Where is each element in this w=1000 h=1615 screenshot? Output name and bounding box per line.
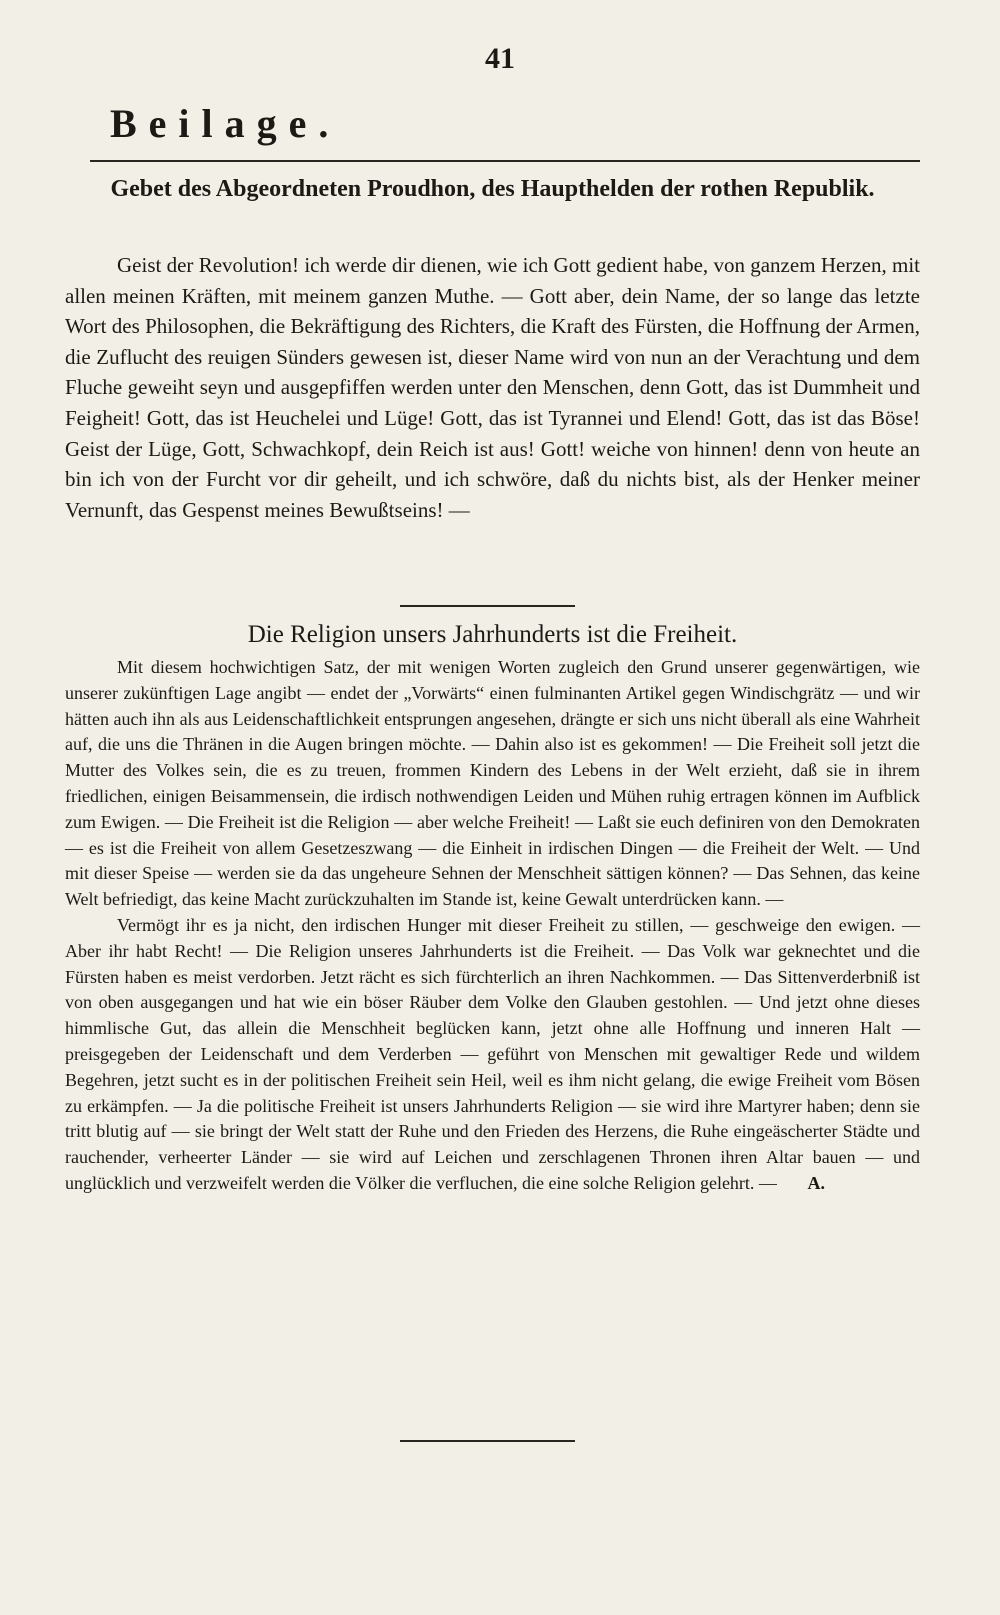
article2-body bbox=[65, 655, 920, 1197]
end-rule bbox=[400, 1440, 575, 1442]
article2-signature: A. bbox=[807, 1172, 825, 1193]
article2-paragraph-2-text: Vermögt ihr es ja nicht, den irdischen Hunger mit dieser Freiheit zu stillen, — geschweige den ewigen. — Aber ihr habt Recht! — Die Religion unseres Jahrhunderts ist die Freiheit. — Das Volk war geknechtet und die Fürsten haben es meist verdorben. Jetzt rächt es sich fürchterlich an ihren Nachkommen. — Das Sittenverderbniß ist von oben ausgegangen und hat wie ein böser Räuber dem Volke den Glauben gestohlen. — Und jetzt ohne dieses himmlische Gut, das allein die Menschheit beglücken kann, jetzt ohne alle Hoffnung und inneren Halt — preisgegeben der Leidenschaft und dem Verderben — geführt von Menschen mit gewaltiger Rede und wildem Begehren, jetzt sucht es in der politischen Freiheit sein Heil, weil es ihm nicht gelang, die ewige Freiheit vom Bösen zu erkämpfen. — Ja die politische Freiheit ist unsers Jahrhunderts Religion — sie wird ihre Martyrer haben; denn sie tritt blutig auf — sie bringt der Welt statt der Ruhe und den Frieden des Herzens, die Ruhe eingeäscherter Städte und rauchender, verheerter Länder — sie wird auf Leichen und zerschlagenen Thronen ihren Altar bauen — und unglücklich und verzweifelt werden die Völker die verfluchen, die eine solche Religion gelehrt. — bbox=[65, 914, 920, 1193]
page-number: 41 bbox=[485, 42, 515, 75]
header-rule bbox=[90, 160, 920, 162]
article1-title: Gebet des Abgeordneten Proudhon, des Haupthelden der rothen Republik. bbox=[110, 176, 875, 202]
section-title: Beilage. bbox=[110, 101, 341, 146]
section-divider bbox=[400, 605, 575, 607]
article1-text: Geist der Revolution! ich werde dir dienen, wie ich Gott gedient habe, von ganzem Herzen, mit allen meinen Kräften, mit meinem ganzen Muthe. — Gott aber, dein Name, der so lange das letzte Wort des Philosophen, die Bekräftigung des Richters, die Kraft des Fürsten, die Hoffnung der Armen, die Zuflucht des reuigen Sünders gewesen ist, dieser Name wird von nun an der Verachtung und dem Fluche geweiht seyn und ausgepfiffen werden unter den Menschen, denn Gott, das ist Dummheit und Feigheit! Gott, das ist Heuchelei und Lüge! Gott, das ist Tyrannei und Elend! Gott, das ist das Böse! Geist der Lüge, Gott, Schwachkopf, dein Reich ist aus! Gott! weiche von hinnen! denn von heute an bin ich von der Furcht vor dir geheilt, und ich schwöre, daß du nichts bist, als der Henker meiner Vernunft, das Gespenst meines Bewußtseins! — bbox=[65, 253, 920, 522]
article2-title: Die Religion unsers Jahrhunderts ist die Freiheit. bbox=[247, 621, 738, 648]
article2-paragraph-2 bbox=[65, 913, 920, 1197]
article2-paragraph-1: Mit diesem hochwichtigen Satz, der mit wenigen Worten zugleich den Grund unserer gegenwärtigen, wie unserer zukünftigen Lage angibt — endet der „Vorwärts“ einen fulminanten Artikel gegen Windischgrätz — und wir hätten auch ihn als aus Leidenschaftlichkeit entsprungen angesehen, drängte er sich uns nicht überall als eine Wahrheit auf, die uns die Thränen in die Augen bringen möchte. — Dahin also ist es gekommen! — Die Freiheit soll jetzt die Mutter des Volkes sein, die es zu treuen, frommen Kindern des Lebens in der Welt erzieht, daß sie in ihrem friedlichen, einigen Beisammensein, die irdisch nothwendigen Leiden und Mühen ruhig ertragen können im Aufblick zum Ewigen. — Die Freiheit ist die Religion — aber welche Freiheit! — Laßt sie euch definiren von den Demokraten — es ist die Freiheit von allem Gesetzeszwang — die Einheit in irdischen Dingen — die Freiheit der Welt. — Und mit dieser Speise — werden sie da das ungeheure Sehnen der Menschheit sättigen können? — Das Sehnen, das keine Welt befriedigt, das keine Macht zurückzuhalten im Stande ist, keine Gewalt unterdrücken kann. — bbox=[65, 657, 920, 910]
